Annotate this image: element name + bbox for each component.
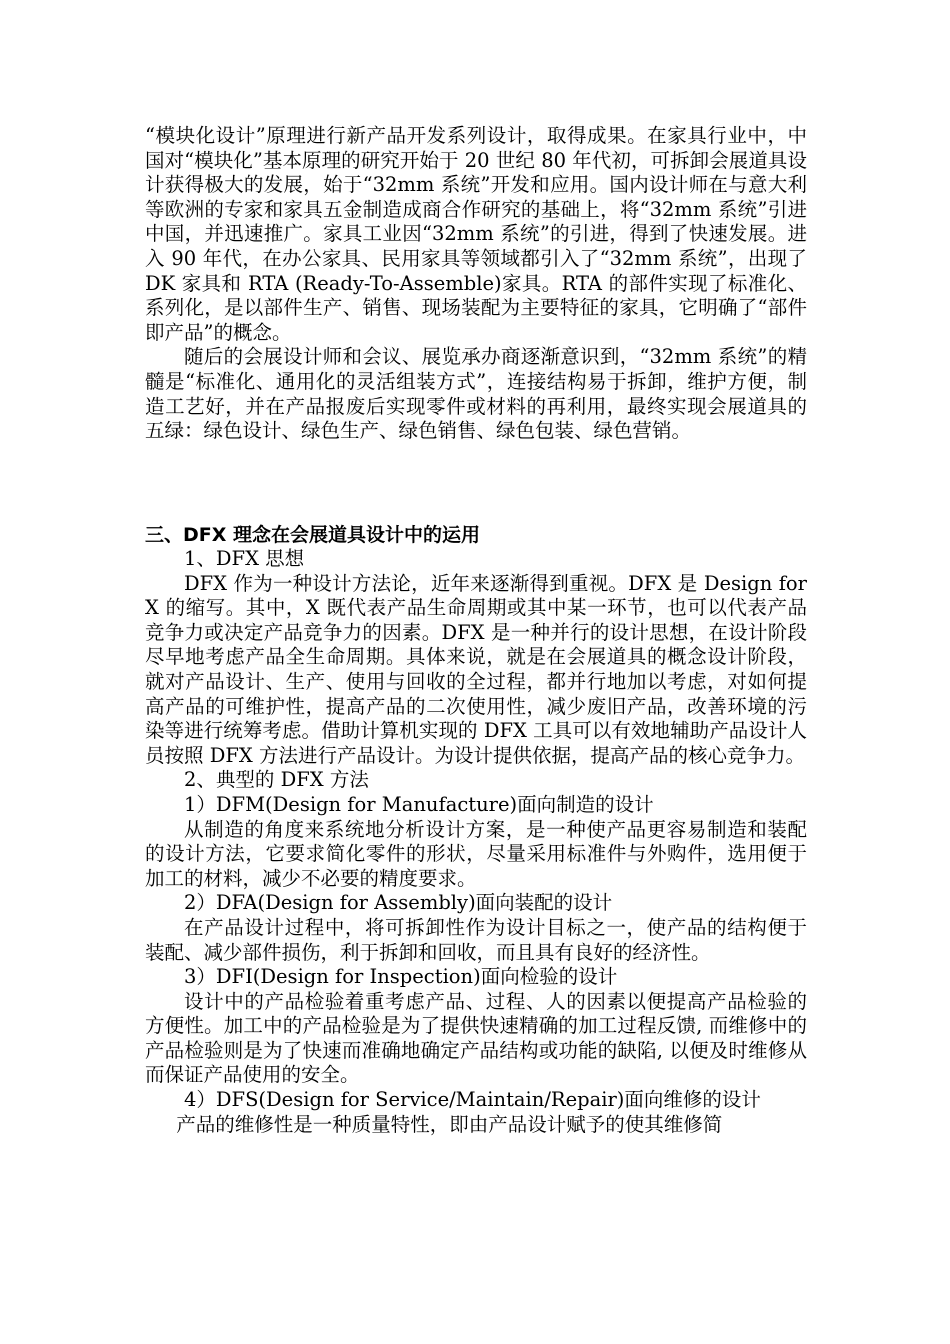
paragraph-dfx-thought: DFX 作为一种设计方法论，近年来逐渐得到重视。DFX 是 Design for X 的缩写。其中，X 既代表产品生命周期或其中某一环节，也可以代表产品竞争力或决定产品竞争力的因素。DFX 是一种并行的设计思想，在设计阶段尽早地考虑产品全生命周期。具体来说，就是在会展道具的概念设计阶段，就对产品设计、生产、使用与回收的全过程，都并行地加以考虑，对如何提高产品的可维护性，提高产品的二次使用性，减少废旧产品，改善环境的污染等进行统筹考虑。借助计算机实现的 DFX 工具可以有效地辅助产品设计人员按照 DFX 方法进行产品设计。为设计提供依据，提高产品的核心竞争力。 <box>145 571 807 767</box>
body-text-section <box>145 547 807 1137</box>
subheading-dfs: 4）DFS(Design for Service/Maintain/Repair)面向维修的设计 <box>184 1088 761 1112</box>
subheading-dfa: 2）DFA(Design for Assembly)面向装配的设计 <box>184 891 613 915</box>
subheading-dfi: 3）DFI(Design for Inspection)面向检验的设计 <box>184 965 618 989</box>
paragraph-modular-design: “模块化设计”原理进行新产品开发系列设计，取得成果。在家具行业中，中国对“模块化”基本原理的研究开始于 20 世纪 80 年代初，可拆卸会展道具设计获得极大的发展，始于“32mm 系统”开发和应用。国内设计师在与意大利等欧洲的专家和家具五金制造成商合作研究的基础上，将“32mm 系统”引进中国，并迅速推广。家具工业因“32mm 系统”的引进，得到了快速发展。进入 90 年代，在办公家具、民用家具等领域都引入了“32mm 系统”，出现了 DK 家具和 RTA (Ready-To-Assemble)家具。RTA 的部件实现了标准化、系列化，是以部件生产、销售、现场装配为主要特征的家具，它明确了“部件即产品”的概念。 <box>145 124 807 344</box>
subheading-dfm: 1）DFM(Design for Manufacture)面向制造的设计 <box>184 792 654 816</box>
section-heading: 三、DFX 理念在会展道具设计中的运用 <box>145 524 481 546</box>
subheading-typical-dfx: 2、典型的 DFX 方法 <box>184 768 369 792</box>
paragraph-dfi: 设计中的产品检验着重考虑产品、过程、人的因素以便提高产品检验的方便性。加工中的产品检验是为了提供快速精确的加工过程反馈, 而维修中的产品检验则是为了快速而准确地确定产品结构或功能的缺陷, 以便及时维修从而保证产品使用的安全。 <box>145 989 807 1087</box>
paragraph-32mm-essence: 随后的会展设计师和会议、展览承办商逐渐意识到，“32mm 系统”的精髓是“标准化、通用化的灵活组装方式”，连接结构易于拆卸，维护方便，制造工艺好，并在产品报废后实现零件或材料的再利用，最终实现会展道具的五绿：绿色设计、绿色生产、绿色销售、绿色包装、绿色营销。 <box>145 345 807 443</box>
body-text-top <box>145 124 807 444</box>
paragraph-dfa: 在产品设计过程中，将可拆卸性作为设计目标之一，使产品的结构便于装配、减少部件损伤，利于拆卸和回收，而且具有良好的经济性。 <box>145 915 807 964</box>
subheading-dfx-thought: 1、DFX 思想 <box>184 547 305 570</box>
paragraph-dfm: 从制造的角度来系统地分析设计方案，是一种使产品更容易制造和装配的设计方法，它要求简化零件的形状，尽量采用标准件与外购件，选用便于加工的材料，减少不必要的精度要求。 <box>145 817 807 890</box>
paragraph-dfs: 产品的维修性是一种质量特性，即由产品设计赋予的使其维修简 <box>176 1112 723 1136</box>
